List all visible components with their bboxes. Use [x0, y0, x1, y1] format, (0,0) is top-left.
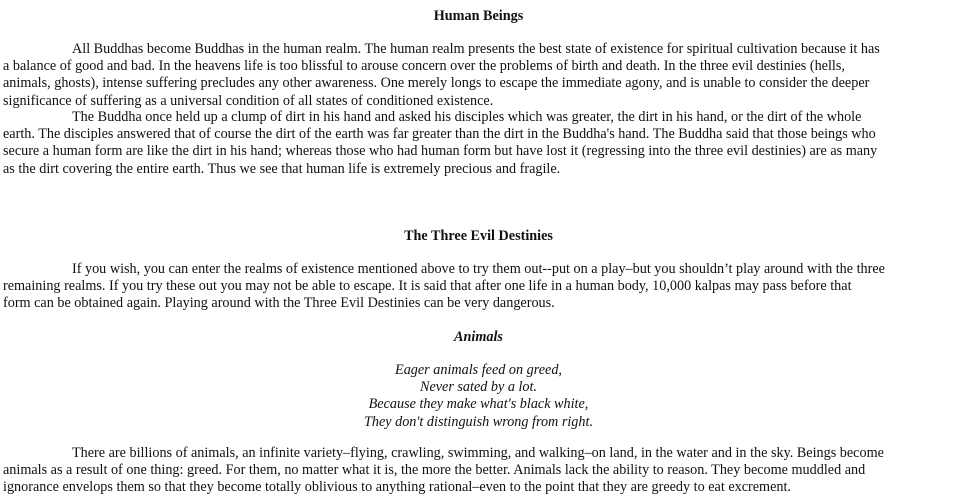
- heading-three-evil-destinies: The Three Evil Destinies: [404, 228, 553, 244]
- verse-line: Eager animals feed on greed,: [395, 362, 562, 378]
- text-line: There are billions of animals, an infinite variety–flying, crawling, swimming, and walking–on land, in the water and in the sky. Beings become: [72, 445, 884, 461]
- paragraph-animals: [3, 445, 955, 497]
- text-line: All Buddhas become Buddhas in the human realm. The human realm presents the best state of existence for spiritual cultivation because it has: [72, 41, 880, 57]
- paragraph-evil-destinies: [3, 261, 955, 313]
- text-line: form can be obtained again. Playing around with the Three Evil Destinies can be very dangerous.: [3, 295, 555, 312]
- paragraph-dirt-parable: [3, 109, 955, 178]
- verse-animals: [0, 362, 957, 431]
- heading-human-beings: Human Beings: [433, 8, 524, 24]
- text-line: animals, ghosts), intense suffering precludes any other awareness. One merely longs to escape the immediate agony, and is unable to consider the deeper: [3, 75, 870, 92]
- text-line: earth. The disciples answered that of course the dirt of the earth was far greater than the dirt in the Buddha's hand. The Buddha said that those beings who: [3, 126, 876, 143]
- verse-line: They don't distinguish wrong from right.: [363, 413, 593, 430]
- text-line: animals as a result of one thing: greed. For them, no matter what it is, the more the better. Animals lack the ability to reason. They become muddled and: [3, 462, 866, 479]
- text-line: secure a human form are like the dirt in his hand; whereas those who had human form but have lost it (regressing into the three evil destinies) are as many: [3, 143, 878, 160]
- verse-line: Because they make what's black white,: [368, 396, 589, 413]
- text-line: ignorance envelops them so that they become totally oblivious to anything rational–even to the point that they are greedy to eat excrement.: [3, 479, 791, 496]
- text-line: If you wish, you can enter the realms of existence mentioned above to try them out--put on a play–but you shouldn’t play around with the three: [72, 261, 885, 277]
- paragraph-human-realm: [3, 41, 955, 110]
- subheading-animals: Animals: [454, 329, 503, 345]
- text-line: significance of suffering as a universal condition of all states of conditioned existence.: [3, 92, 494, 109]
- text-line: remaining realms. If you try these out you may not be able to escape. It is said that after one life in a human body, 10,000 kalpas may pass before that: [3, 278, 852, 295]
- verse-line: Never sated by a lot.: [419, 379, 538, 396]
- text-line: a balance of good and bad. In the heavens life is too blissful to arouse concern over the problems of birth and death. In the three evil destinies (hells,: [3, 58, 845, 75]
- text-line: as the dirt covering the entire earth. Thus we see that human life is extremely precious and fragile.: [3, 160, 561, 177]
- text-line: The Buddha once held up a clump of dirt in his hand and asked his disciples which was greater, the dirt in his hand, or the dirt of the whole: [72, 109, 862, 125]
